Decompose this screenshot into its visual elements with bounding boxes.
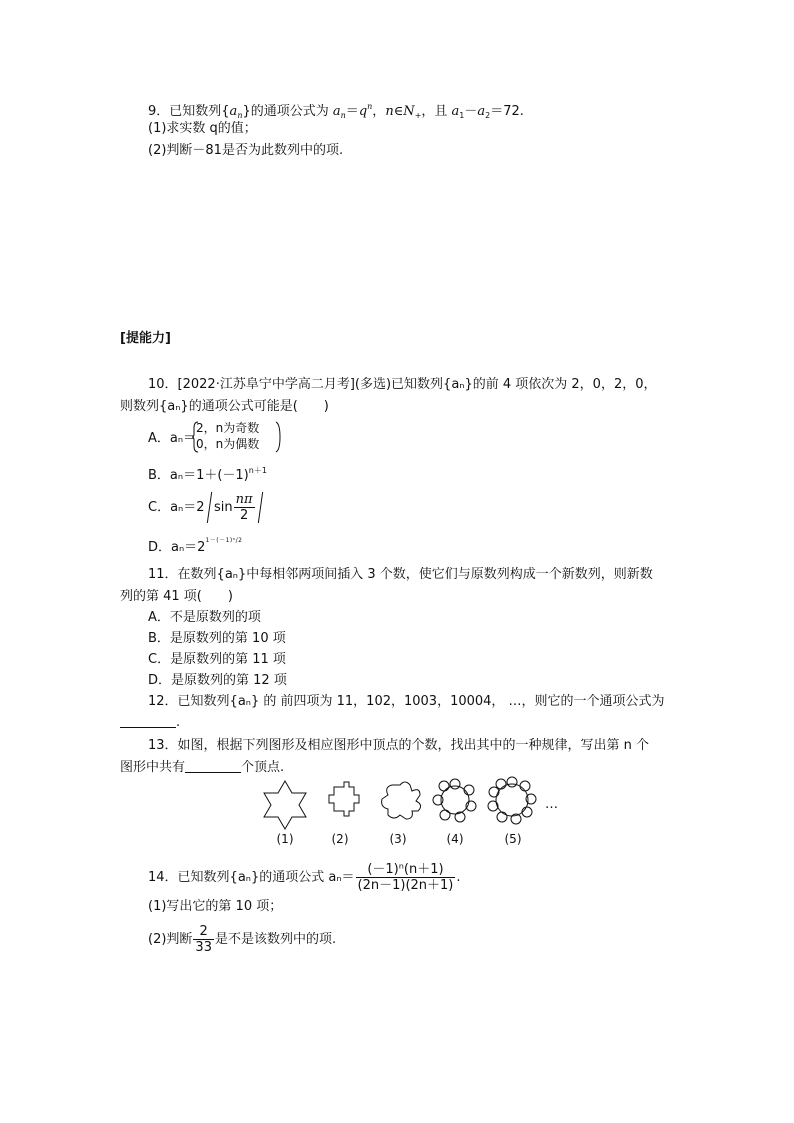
figure-2-shape xyxy=(329,782,359,816)
q11-option-a: A．不是原数列的项 xyxy=(148,610,261,625)
q13-answer-blank[interactable] xyxy=(185,760,241,773)
q12-line2: . xyxy=(120,714,180,732)
q10-option-d: D．$a_n=2^{1-(-1)^n/2}$ xyxy=(148,537,243,555)
figure-caption: (3) xyxy=(389,832,407,846)
q11-line1: 11．在数列{aₙ}中每相邻两项间插入 3 个数，使它们与原数列构成一个新数列，则新数 xyxy=(148,567,653,582)
figure-4-shape xyxy=(433,779,476,822)
q10-line2: 则数列{aₙ}的通项公式可能是( ) xyxy=(120,399,329,414)
figure-3-shape xyxy=(382,782,421,819)
q14-part2: (2)判断 $\frac{2}{33}$ 是不是该数列中的项. xyxy=(148,924,337,955)
q14-stem: 14．已知数列{aₙ}的通项公式 aₙ＝ $\frac{\text{(－1)ⁿ(n＋1)}}{(2n-1)(2n+1)}$ . xyxy=(148,862,461,893)
q9-part2: (2)判断－81是否为此数列中的项. xyxy=(148,143,344,158)
q14-part1: (1)写出它的第 10 项； xyxy=(148,899,283,914)
q10-option-b: B．$a_n=1+(-1)^{n+1}$ xyxy=(148,466,267,483)
q10-option-a-brackets xyxy=(192,420,282,454)
q10-option-a-cases: 2，n为奇数 0，n为偶数 xyxy=(196,421,260,451)
q11-option-d: D．是原数列的第 12 项 xyxy=(148,673,287,688)
q13-line2: 图形中共有 个顶点. xyxy=(120,760,285,775)
q12-line1: 12．已知数列{aₙ} 的 前四项为 11，102，1003，10004， …，则它的一个通项公式为 xyxy=(148,694,665,709)
figure-caption: (5) xyxy=(504,832,522,846)
q11-line2: 列的第 41 项( ) xyxy=(120,589,233,604)
figure-caption: (4) xyxy=(446,832,464,846)
q9-stem: 9．已知数列$\{a_n\}$的通项公式为 $a_n=q^n$，$n\in N_+$，且 $a_1-a_2=72$. xyxy=(148,102,524,120)
figure-caption: (1) xyxy=(276,832,294,846)
q13-figures xyxy=(250,775,570,835)
figure-5-shape xyxy=(488,777,536,824)
figure-1-star xyxy=(264,781,306,829)
q9-part1: (1)求实数 q的值； xyxy=(148,121,257,136)
q10-option-c: C．aₙ＝2 sin $\frac{n\pi}{2}$ xyxy=(148,492,260,523)
q10-line1: 10．[2022·江苏阜宁中学高二月考](多选)已知数列{aₙ}的前 4 项依次为 2，0，2，0， xyxy=(148,377,657,392)
figure-caption: (2) xyxy=(331,832,349,846)
section-title: [提能力] xyxy=(120,331,171,346)
q11-option-c: C．是原数列的第 11 项 xyxy=(148,652,286,667)
q12-answer-blank[interactable] xyxy=(120,715,176,728)
q10-option-a: A．aₙ＝ xyxy=(148,431,197,446)
q13-ellipsis: … xyxy=(545,797,558,812)
q11-option-b: B．是原数列的第 10 项 xyxy=(148,631,286,646)
q13-line1: 13．如图，根据下列图形及相应图形中顶点的个数，找出其中的一种规律，写出第 n 个 xyxy=(148,738,650,753)
